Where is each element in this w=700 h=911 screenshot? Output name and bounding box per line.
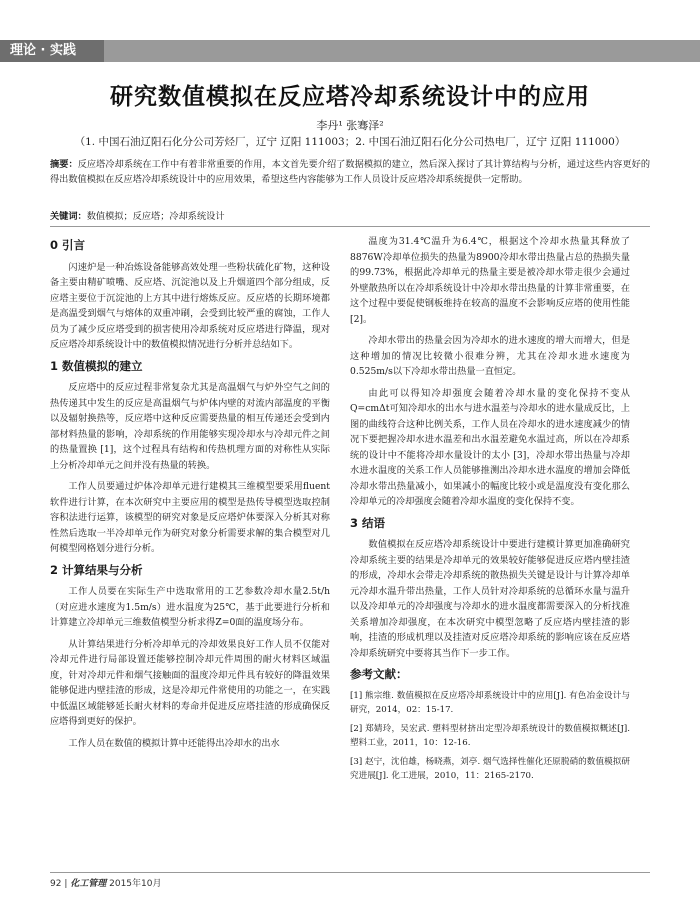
magazine-name: 化工管理	[70, 879, 107, 889]
page-number: 92	[50, 879, 62, 889]
paragraph: 冷却水带出的热量会因为冷却水的进水速度的增大而增大，但是这种增加的情况比较微小很难分辨，尤其在冷却水进水速度为0.525m/s以下冷却水带出热量一直恒定。	[350, 335, 630, 377]
section-heading: 3 结语	[350, 515, 386, 530]
paragraph: 工作人员要通过炉体冷却单元进行建模其三维模型要采用fluent软件进行计算，在本次研究中主要应用的模型是热传导模型选取控制容积法进行运算，该模型的研究对象是反应塔炉体要深入分析其对称性然后选取一半冷却单元作为研究对象分析需要求解的集合模型对几何模型网格划分进行分析。	[50, 481, 330, 554]
keywords-text: 数值模拟；反应塔；冷却系统设计	[86, 211, 225, 222]
divider	[50, 226, 650, 227]
affiliation: （1. 中国石油辽阳石化分公司芳烃厂，辽宁 辽阳 111003；2. 中国石油辽阳石化分公司热电厂，辽宁 辽阳 111000）	[74, 136, 626, 148]
reference-item: [1] 熊宗维. 数值模拟在反应塔冷却系统设计中的应用[J]. 有色冶金设计与研究，2014，02：15-17.	[350, 690, 630, 715]
paragraph: 温度为31.4℃温升为6.4℃，根据这个冷却水热量其释放了8876W冷却单位损失的热量为8900冷却水带出热量占总的热损失量的99.73%，根据此冷却单元的热量主要是被冷却水带走很少会通过外壁散热所以在冷却系统设计中冷却水带出热量的计算非常重要，在这个过程中要促使钢板维持在较高的温度不会影响反应塔的使用性能 [2]。	[350, 236, 630, 325]
paragraph: 工作人员在数值的模拟计算中还能得出冷却水的出水	[68, 737, 280, 749]
section-heading: 1 数值模拟的建立	[50, 358, 143, 373]
issue-date: 2015年10月	[109, 879, 162, 889]
abstract-text: 反应塔冷却系统在工作中有着非常重要的作用，本文首先要介绍了数据模拟的建立，然后深入探讨了其计算结构与分析，通过这些内容更好的得出数值模拟在反应塔冷却系统设计中的应用效果，希望这些内容能够为工作人员设计反应塔冷却系统提供一定帮助。	[50, 159, 651, 185]
reference-item: [2] 郑婧玲，吴宏武. 塑料型材挤出定型冷却系统设计的数值模拟概述[J]. 塑料工业，2011，10：12-16.	[350, 723, 630, 748]
section-heading: 2 计算结果与分析	[50, 562, 143, 577]
keywords-label: 关键词：	[50, 211, 87, 222]
paragraph: 闪速炉是一种冶炼设备能够高效处理一些粉状硫化矿物，这种设备主要由精矿喷嘴、反应塔、沉淀池以及上升烟道四个部分组成，反应塔主要位于沉淀池的上方其中进行熔炼反应。反应塔的长期环境都是高温受到烟气与熔体的双重冲刷，会受到比较严重的腐蚀，工作人员为了减少反应塔受到的损害使用冷却系统对反应塔进行降温，现对反应塔冷却系统设计中的数值模拟情况进行分析并总结如下。	[50, 261, 330, 350]
references-heading: 参考文献：	[350, 667, 408, 681]
paragraph: 从计算结果进行分析冷却单元的冷却效果良好工作人员不仅能对冷却元件进行局部设置还能够控制冷却元件周围的耐火材料区域温度，针对冷却元件和烟气接触面的温度冷却元件具有较好的降温效果能够促进内壁挂渣的形成，这是冷却元件常使用的功能之一，在实践中低温区域能够延长耐火材料的寿命并促进反应塔挂渣的形成确保反应塔得到更好的保护。	[50, 638, 330, 727]
keywords	[50, 208, 650, 222]
abstract	[50, 157, 650, 187]
header-bar	[0, 40, 700, 62]
reference-item: [3] 赵宁，沈伯雄，杨晓燕，刘亭. 烟气选择性催化还原脱硝的数值模拟研究进展[J]. 化工进展，2010，11：2165-2170.	[350, 756, 630, 781]
abstract-label: 摘要：	[50, 159, 78, 170]
paper-title: 研究数值模拟在反应塔冷却系统设计中的应用	[110, 84, 590, 110]
authors: 李丹¹ 张骞泽²	[316, 119, 384, 132]
page-footer: 92 | 化工管理 2015年10月	[50, 879, 162, 889]
footer-divider	[50, 872, 650, 873]
section-heading: 0 引言	[50, 238, 86, 252]
left-column	[50, 234, 330, 757]
right-column	[350, 234, 630, 788]
section-label: 理论 · 实践	[0, 40, 104, 62]
paragraph: 由此可以得知冷却强度会随着冷却水量的变化保持不变从Q=cmΔt可知冷却水的出水与进水温差与冷却水的进水量成反比，上图的曲线符合这种比例关系，工作人员在冷却水的进水速度减少的情况下要把握冷却水进水温差和出水温差避免水温过高，所以在冷却系统的设计中不能将冷却水量设计的太小 [3]，冷却水带出热量与冷却水进水温度的关系工作人员能够推测出冷却水进水温度的增加会降低冷却水带出热量减小，如果减小的幅度比较小或是温度没有变化那么冷却单元的冷却强度会随着冷却水温度的变化保持不变。	[350, 387, 630, 507]
paragraph: 数值模拟在反应塔冷却系统设计中要进行建模计算更加准确研究冷却系统主要的结果是冷却单元的效果较好能够促进反应塔内壁挂渣的形成，冷却水会带走冷却系统的散热损失关键是设计与计算冷却单元冷却水温升带出热量，工作人员针对冷却系统的总循环水量与温升以及冷却单元的冷却强度与冷却水的进水温度都需要深入的分析找准关系增加冷却强度，在本次研究中模型忽略了反应塔内壁挂渣的影响，挂渣的形成机理以及挂渣对反应塔冷却系统的影响应该在反应塔冷却系统研究中要将其当作下一步工作。	[350, 539, 630, 659]
paragraph: 工作人员要在实际生产中选取常用的工艺参数冷却水量2.5t/h（对应进水速度为1.5m/s）进水温度为25℃，基于此要进行分析和计算建立冷却单元三维数值模型分析求得Z=0面的温度场分布。	[50, 586, 330, 628]
paragraph: 反应塔中的反应过程非常复杂尤其是高温烟气与炉外空气之间的热传递其中发生的反应是高温烟气与炉体内壁的对流内部温度的平衡以及辐射换热等，反应塔中这种反应需要热量的相互传递还会受到内部材料热量的影响，冷却系统的作用能够实现冷却水与冷却元件之间的热量置换 [1]，这个过程具有结构和传热机理方面的对称性从实际上分析冷却单元之间并没有热量的转换。	[50, 382, 330, 471]
